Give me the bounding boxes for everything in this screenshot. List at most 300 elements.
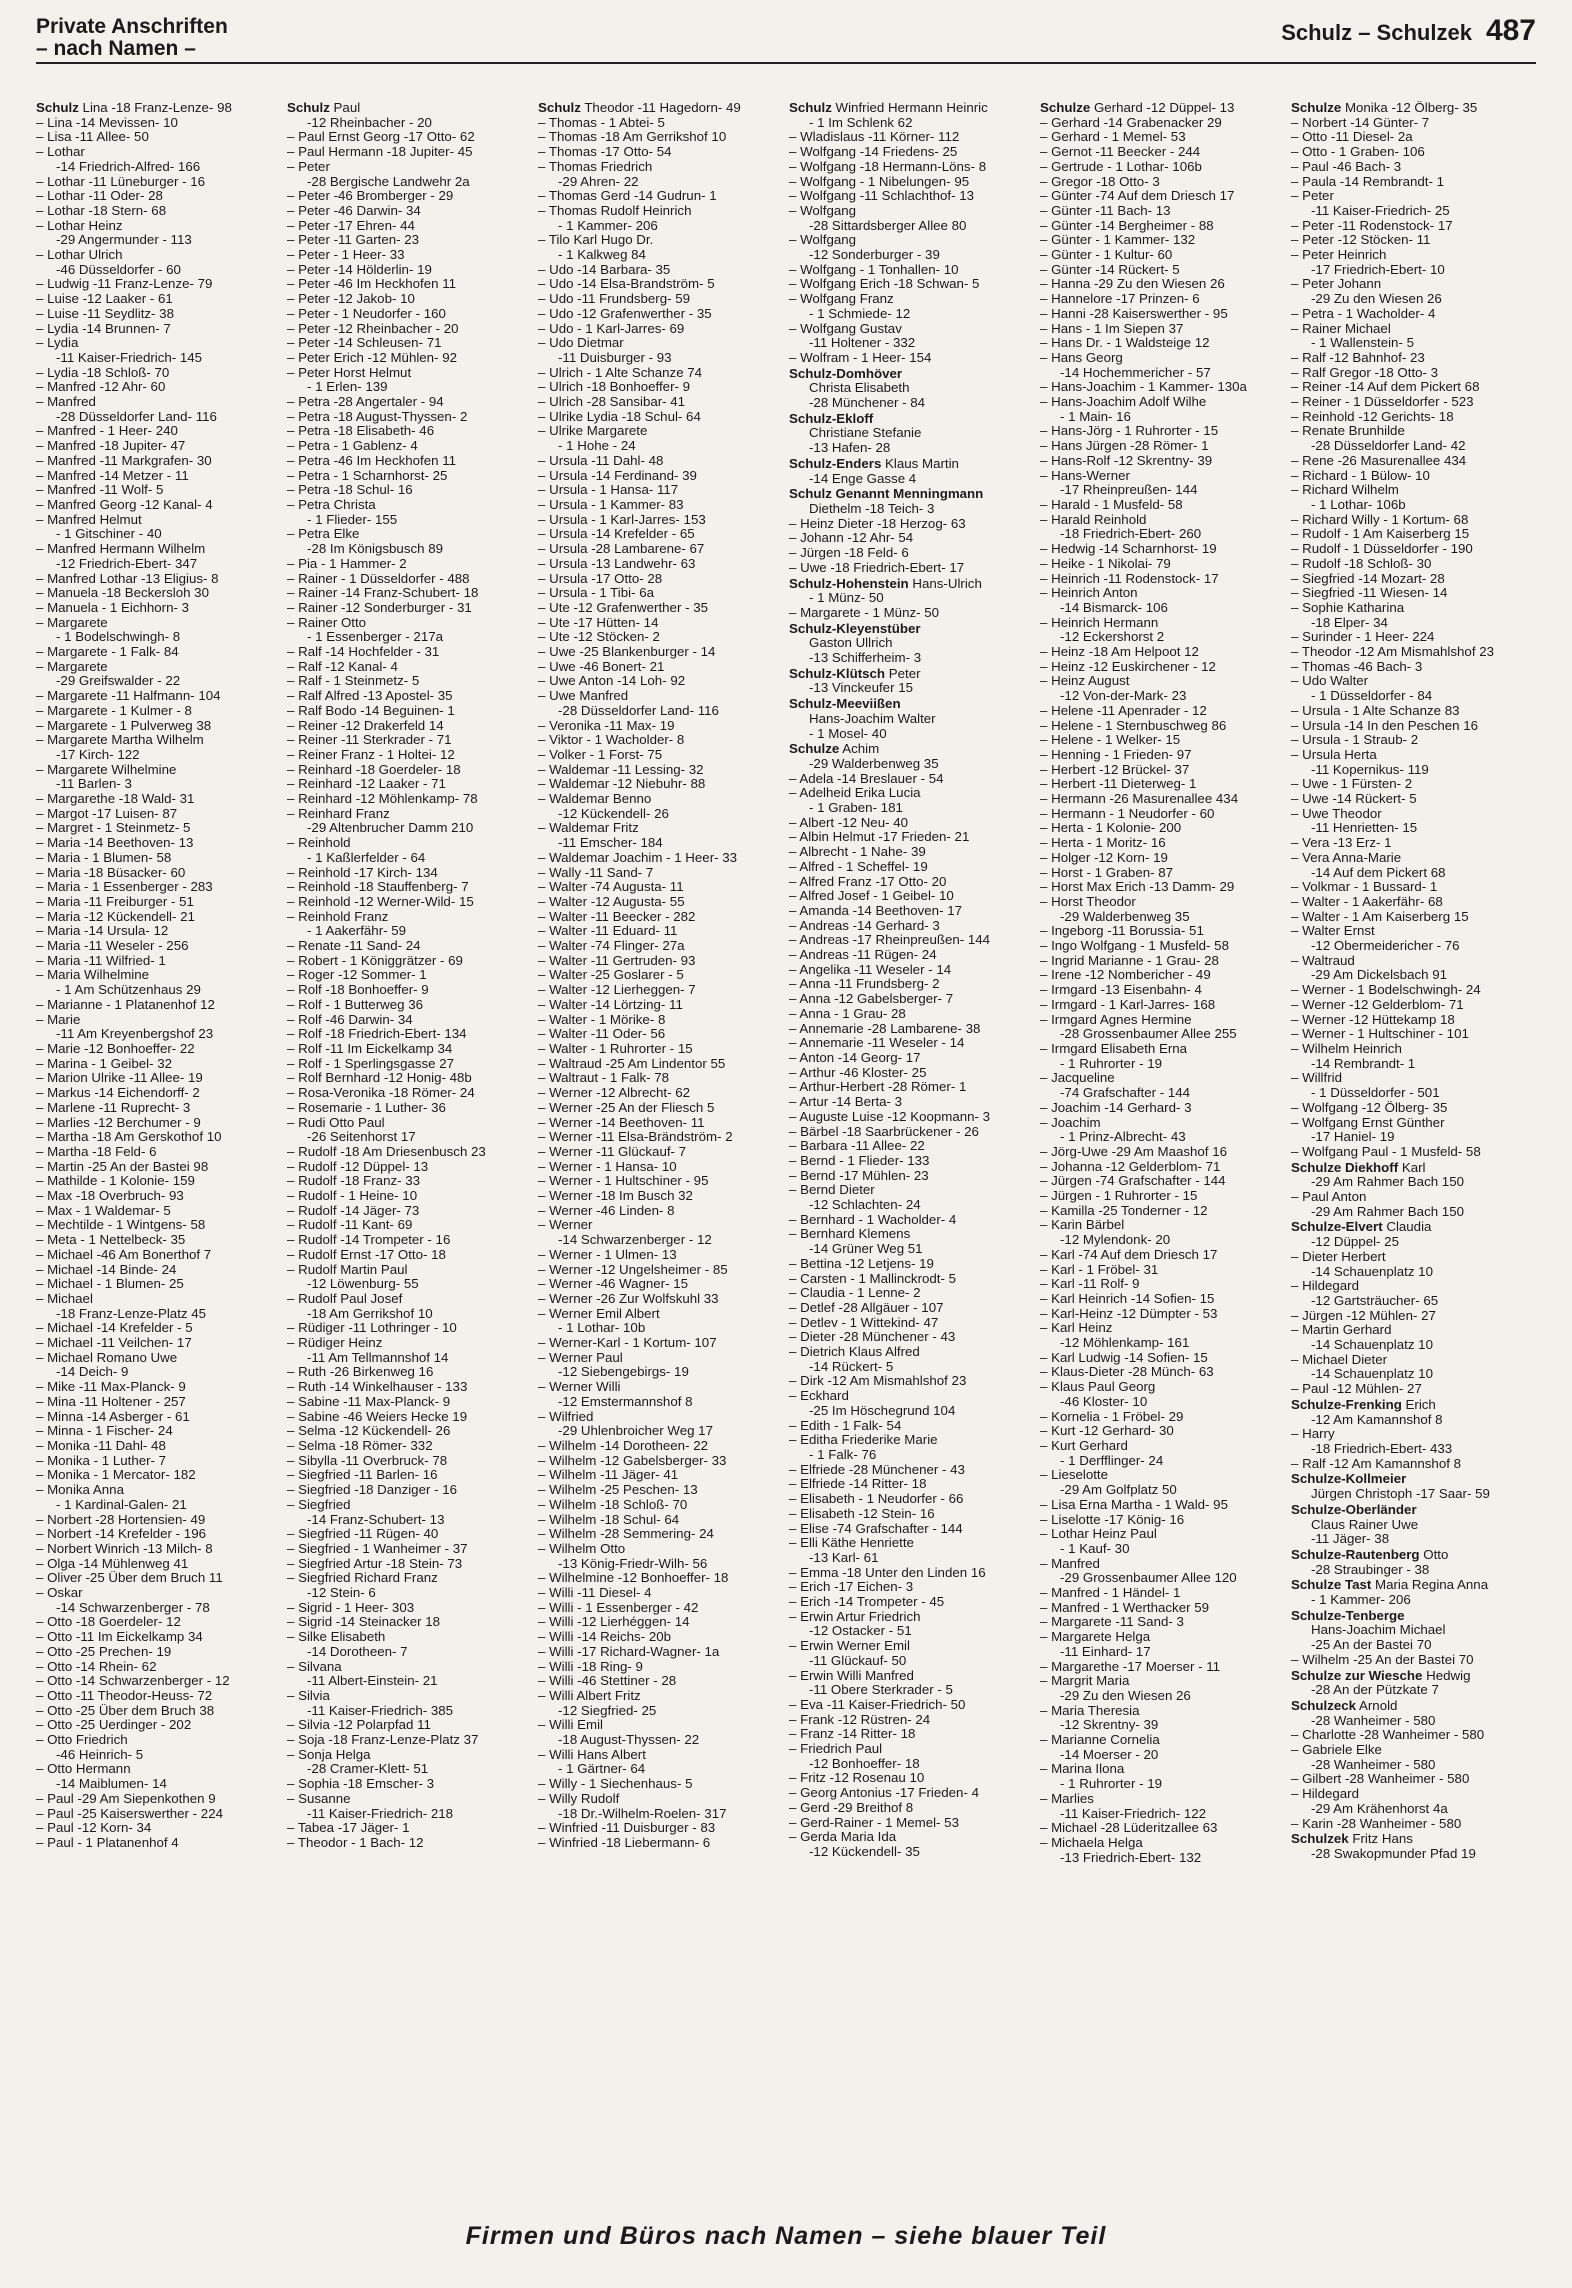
listing-entry: – Siegfried Richard Franz [287,1571,438,1586]
listing-entry: – Heinz -18 Am Helpoot 12 [1040,645,1199,660]
listing-entry: – Jacqueline [1040,1071,1115,1086]
listing-entry: – Bernd Dieter [789,1183,875,1198]
listing-entry: -28 Straubinger - 38 [1311,1562,1430,1577]
listing-entry: -26 Seitenhorst 17 [307,1130,416,1145]
listing-entry: – Lisa -11 Allee- 50 [36,130,149,145]
listing-entry: – Veronika -11 Max- 19 [538,718,675,733]
surname-entry: Schulz-Enders Klaus Martin [789,456,959,471]
listing-entry: – Selma -12 Kückendell- 26 [287,1424,451,1439]
listing-entry: -12 Gartsträucher- 65 [1311,1293,1439,1308]
listing-entry: – Ulrike Margarete [538,424,648,439]
listing-entry: – Waltraut - 1 Falk- 78 [538,1071,670,1086]
listing-entry: – Ralf -12 Bahnhof- 23 [1291,350,1425,365]
listing-entry: – Udo -11 Frundsberg- 59 [538,292,691,307]
listing-entry: -28 Im Königsbusch 89 [307,542,444,557]
listing-entry: – Klaus-Dieter -28 Münch- 63 [1040,1365,1214,1380]
listing-entry: – Detlef -28 Allgäuer - 107 [789,1300,944,1315]
surname-entry: Schulzeck Arnold [1291,1698,1398,1713]
listing-entry: – Walter Ernst [1291,924,1375,939]
listing-entry: – Anna -11 Frundsberg- 2 [789,977,940,992]
listing-entry: – Werner -46 Linden- 8 [538,1203,675,1218]
listing-entry: – Michael -28 Lüderitzallee 63 [1040,1821,1218,1836]
surname: Schulze [1291,101,1342,115]
surname: Schulze-Oberländer [1291,1502,1417,1517]
listing-entry: – Peter -11 Rodenstock- 17 [1291,218,1453,233]
listing-entry: – Herta - 1 Moritz- 16 [1040,836,1166,851]
listing-entry: – Werner - 1 Hultschiner - 101 [1291,1027,1469,1042]
listing-entry: – Heinz Dieter -18 Herzog- 63 [789,516,966,531]
listing-entry: – Hedwig -14 Scharnhorst- 19 [1040,542,1217,557]
listing-entry: -14 Franz-Schubert- 13 [307,1512,445,1527]
listing-entry: – Uwe -25 Blankenburger - 14 [538,645,716,660]
listing-entry: -12 Siebengebirgs- 19 [558,1365,689,1380]
listing-entry: – Paul Ernst Georg -17 Otto- 62 [287,130,475,145]
listing-entry: – Hanna -29 Zu den Wiesen 26 [1040,277,1225,292]
listing-entry: – Peter -12 Rheinbacher - 20 [287,321,459,336]
listing-entry: -13 Hafen- 28 [809,441,891,456]
listing-entry: – Lothar -11 Lüneburger - 16 [36,174,206,189]
listing-entry: Diethelm -18 Teich- 3 [809,501,935,516]
listing-entry: -12 Emstermannshof 8 [558,1394,693,1409]
listing-entry: -18 Am Gerrikshof 10 [307,1306,433,1321]
listing-entry: – Marie [36,1012,81,1027]
listing-entry: – Manfred - 1 Werthacker 59 [1040,1600,1209,1615]
surname-entry: Schulze-Frenking Erich [1291,1397,1436,1412]
surname-entry: Schulze Gerhard -12 Düppel- 13 [1040,101,1235,115]
listing-entry: – Ulrich -28 Sansibar- 41 [538,395,686,410]
surname-entry: Schulz Winfried Hermann Heinric [789,101,988,115]
listing-entry: – Margarete [36,659,108,674]
surname-entry: Schulze Monika -12 Ölberg- 35 [1291,101,1478,115]
listing-entry: – Kamilla -25 Tonderner - 12 [1040,1203,1208,1218]
listing-entry: -74 Grafschafter - 144 [1060,1086,1191,1101]
listing-entry: – Gernot -11 Beecker - 244 [1040,145,1201,160]
listing-entry: – Helene -11 Apenrader - 12 [1040,703,1207,718]
listing-entry: – Elisabeth - 1 Neudorfer - 66 [789,1492,964,1507]
listing-entry: – Theodor -12 Am Mismahlshof 23 [1291,645,1495,660]
listing-entry: – Sophie Katharina [1291,600,1405,615]
listing-entry: – Wladislaus -11 Körner- 112 [789,130,960,145]
listing-entry: – Elfriede -14 Ritter- 18 [789,1477,927,1492]
listing-entry: -11 Glückauf- 50 [809,1653,907,1668]
listing-entry: – Günter - 1 Kammer- 132 [1040,233,1196,248]
listing-entry: – Maria -11 Freiburger - 51 [36,894,194,909]
listing-entry: – Wilhelm -18 Schloß- 70 [538,1497,688,1512]
listing-entry: – Manfred Lothar -13 Eligius- 8 [36,571,219,586]
listing-entry: -11 Kaiser-Friedrich- 218 [307,1806,454,1821]
listing-entry: Hans-Joachim Michael [1311,1623,1446,1638]
listing-entry: – Ulrike Lydia -18 Schul- 64 [538,409,701,424]
listing-entry: -28 Wanheimer - 580 [1311,1713,1436,1728]
listing-entry: – Rudolf -14 Trompeter - 16 [287,1233,451,1248]
listing-entry: -29 Altenbrucher Damm 210 [307,821,474,836]
listing-entry: -11 Emscher- 184 [558,836,663,851]
listing-entry: – Ingo Wolfgang - 1 Musfeld- 58 [1040,939,1229,954]
listing-entry: – Johanna -12 Gelderblom- 71 [1040,1159,1221,1174]
surname: Schulz [789,101,832,115]
listing-entry: – Siegfried Artur -18 Stein- 73 [287,1556,463,1571]
listing-entry: – Sigrid - 1 Heer- 303 [287,1600,415,1615]
listing-entry: -14 Rembrandt- 1 [1311,1056,1416,1071]
listing-entry: – Otto -11 Im Eickelkamp 34 [36,1630,203,1645]
listing-entry: -12 Kückendell- 26 [558,806,669,821]
listing-entry: – Marlies -12 Berchumer - 9 [36,1115,201,1130]
listing-entry: – Michael -46 Am Bonerthof 7 [36,1247,212,1262]
listing-entry: – Paul -46 Bach- 3 [1291,159,1402,174]
surname: Schulz-Hohenstein [789,576,909,591]
listing-entry: – Peter Heinrich [1291,248,1387,263]
listing-entry: -29 Am Rahmer Bach 150 [1311,1175,1464,1190]
listing-entry: -29 Am Golfplatz 50 [1060,1483,1177,1498]
listing-entry: – Maria - 1 Blumen- 58 [36,850,172,865]
listing-entry: -13 König-Friedr-Wilh- 56 [558,1556,708,1571]
listing-entry: – Marie -12 Bonhoeffer- 22 [36,1042,195,1056]
listing-entry: – Werner -11 Elsa-Brändström- 2 [538,1130,733,1145]
listing-entry: – Franz -14 Ritter- 18 [789,1727,916,1742]
listing-entry: – Wilhelm Otto [538,1541,626,1556]
listing-entry: -17 Kirch- 122 [56,747,140,762]
listing-entry: - 1 Prinz-Albrecht- 43 [1060,1130,1186,1145]
listing-entry: – Elisabeth -12 Stein- 16 [789,1506,935,1521]
listing-entry: – Udo -14 Barbara- 35 [538,262,671,277]
listing-entry: – Günter - 1 Kultur- 60 [1040,248,1173,263]
listing-entry: – Werner Paul [538,1350,623,1365]
listing-entry: – Reinhold Franz [287,909,389,924]
listing-entry: – Walter - 1 Mörike- 8 [538,1012,666,1027]
listing-entry: – Luise -12 Laaker - 61 [36,292,173,307]
listing-entry: – Mina -11 Holtener - 257 [36,1394,186,1409]
listing-entry: – Uwe - 1 Fürsten- 2 [1291,777,1413,792]
surname: Schulz [36,101,79,115]
listing-entry: – Margarete Martha Wilhelm [36,733,204,748]
listing-entry: – Helene - 1 Sternbuschweg 86 [1040,718,1227,733]
listing-entry: – Hildegard [1291,1279,1360,1294]
listing-entry: – Theodor - 1 Bach- 12 [287,1835,424,1850]
listing-entry: – Karl - 1 Fröbel- 31 [1040,1262,1159,1277]
listing-entry: – Petra Elke [287,527,360,542]
listing-entry: – Olga -14 Mühlenweg 41 [36,1556,189,1571]
listing-entry: – Marianne - 1 Platanenhof 12 [36,997,215,1012]
listing-entry: – Walter -11 Eduard- 11 [538,924,678,939]
listing-entry: – Karl -11 Rolf- 9 [1040,1277,1140,1292]
listing-entry: – Frank -12 Rüstren- 24 [789,1712,931,1727]
listing-entry: – Peter -12 Jakob- 10 [287,292,415,307]
listing-entry: – Margarete -11 Sand- 3 [1040,1615,1184,1630]
listing-entry: -28 Swakopmunder Pfad 19 [1311,1846,1476,1861]
listing-entry: -17 Friedrich-Ebert- 10 [1311,262,1445,277]
surname: Schulze-Kollmeier [1291,1472,1407,1487]
listing-entry: -28 An der Pützkate 7 [1311,1683,1439,1698]
listing-entry: -14 Friedrich-Alfred- 166 [56,159,201,174]
listing-entry: - 1 Düsseldorfer - 501 [1311,1086,1440,1101]
surname: Schulzeck [1291,1698,1357,1713]
listing-entry: – Werner -18 Im Busch 32 [538,1189,693,1204]
listing-entry: -17 Haniel- 19 [1311,1130,1395,1145]
listing-entry: – Maria -12 Kückendell- 21 [36,909,195,924]
listing-entry: – Wolfram - 1 Heer- 154 [789,350,932,365]
listing-entry: – Reinhold -12 Gerichts- 18 [1291,409,1454,424]
listing-entry: – Jürgen - 1 Ruhrorter - 15 [1040,1189,1198,1204]
listing-entry: – Lisa Erna Martha - 1 Wald- 95 [1040,1497,1228,1512]
listing-entry: – Norbert -14 Krefelder - 196 [36,1527,206,1542]
listing-entry: -29 Walderbenweg 35 [809,756,939,771]
listing-entry: – Peter [287,159,330,174]
listing-entry: – Bernd -17 Mühlen- 23 [789,1168,929,1183]
listing-entry: - 1 Ruhrorter - 19 [1060,1056,1162,1071]
listing-entry: – Robert - 1 Königgrätzer - 69 [287,953,463,968]
name-range: Schulz – Schulzek [1281,20,1472,45]
listing-entry: – Manfred -12 Ahr- 60 [36,380,166,395]
listing-entry: -14 Schauenplatz 10 [1311,1338,1433,1353]
surname-entry: Schulz-Hohenstein Hans-Ulrich [789,576,982,591]
listing-entry: – Richard Willy - 1 Kortum- 68 [1291,512,1469,527]
listing-entry: -14 Schauenplatz 10 [1311,1367,1433,1382]
surname-entry [789,367,1034,382]
listing-entry: – Rolf - 1 Butterweg 36 [287,997,423,1012]
listing-entry: -12 Friedrich-Ebert- 347 [56,556,198,571]
listing-entry: – Reinhard -12 Laaker - 71 [287,777,446,792]
listing-entry: – Bettina -12 Letjens- 19 [789,1256,934,1271]
listing-entry: – Werner -12 Ungelsheimer - 85 [538,1262,728,1277]
listing-entry: – Werner -14 Beethoven- 11 [538,1115,705,1130]
listing-entry: – Monika - 1 Luther- 7 [36,1453,167,1468]
listing-entry: -46 Kloster- 10 [1060,1394,1148,1409]
listing-entry: – Oskar [36,1586,83,1601]
listing-entry: -11 Kaiser-Friedrich- 122 [1060,1806,1207,1821]
listing-entry: – Lieselotte [1040,1468,1109,1483]
listing-entry: – Hans Jürgen -28 Römer- 1 [1040,439,1209,454]
listing-entry: – Mechtilde - 1 Wintgens- 58 [36,1218,206,1233]
listing-entry: -14 Dorotheen- 7 [307,1644,408,1659]
listing-entry: – Reinhold -17 Kirch- 134 [287,865,438,880]
listing-entry: -29 Walderbenweg 35 [1060,909,1190,924]
listing-entry: – Werner -46 Wagner- 15 [538,1277,689,1292]
listing-entry: -18 Friedrich-Ebert- 260 [1060,527,1202,542]
listing-entry: – Willi -17 Richard-Wagner- 1a [538,1644,720,1659]
listing-entry: -12 Rheinbacher - 20 [307,115,432,130]
listing-entry: – Walter -11 Oder- 56 [538,1027,666,1042]
listing-entry: Gaston Ullrich [809,636,893,651]
listing-entry: -14 Deich- 9 [56,1365,129,1380]
listing-entry: -11 Duisburger - 93 [558,350,672,365]
listing-entry: – Werner Willi [538,1380,621,1395]
listing-entry: - 1 Münz- 50 [809,591,884,606]
listing-entry: -28 Grossenbaumer Allee 255 [1060,1027,1237,1042]
listing-entry: – Michael Dieter [1291,1352,1388,1367]
listing-entry: – Norbert -28 Hortensien- 49 [36,1512,206,1527]
listing-entry: -12 Mylendonk- 20 [1060,1233,1171,1248]
listing-entry: – Monika -11 Dahl- 48 [36,1438,166,1453]
listing-entry: – Hermann - 1 Neudorfer - 60 [1040,806,1215,821]
listing-entry: – Willi Hans Albert [538,1747,646,1762]
listing-entry: - 1 Kalkweg 84 [558,248,646,263]
listing-entry: – Paul -25 Kaiserswerther - 224 [36,1806,223,1821]
listing-entry: – Wilhelm -25 An der Bastei 70 [1291,1652,1474,1667]
listing-entry: -12 Düppel- 25 [1311,1235,1399,1250]
listing-entry: – Ute -12 Grafenwerther - 35 [538,600,708,615]
listing-entry: – Otto Friedrich [36,1733,128,1748]
listing-entry: – Kornelia - 1 Fröbel- 29 [1040,1409,1184,1424]
listing-entry: – Margarethe -18 Wald- 31 [36,792,195,807]
listing-entry: – Claudia - 1 Lenne- 2 [789,1286,921,1301]
listing-entry: – Liselotte -17 König- 16 [1040,1512,1185,1527]
listing-entry: – Wilhelm -12 Gabelsberger- 33 [538,1453,727,1468]
surname: Schulze-Frenking [1291,1397,1402,1412]
listing-entry: – Heinrich Hermann [1040,615,1159,630]
section-label-line2: – nach Namen – [36,37,196,60]
listing-entry: – Harald - 1 Musfeld- 58 [1040,497,1183,512]
running-title [1281,14,1536,48]
surname: Schulz-Enders [789,456,882,471]
listing-entry: – Lydia -14 Brunnen- 7 [36,321,171,336]
listing-entry: – Kurt Gerhard [1040,1438,1128,1453]
listing-entry: – Alfred Josef - 1 Geibel- 10 [789,889,954,904]
listing-entry: – Manuela - 1 Eichhorn- 3 [36,600,189,615]
listing-entry: – Rüdiger Heinz [287,1336,383,1351]
listing-entry: – Reiner - 1 Düsseldorfer - 523 [1291,395,1474,410]
listing-entry: – Manfred -14 Metzer - 11 [36,468,189,483]
listing-entry: – Bernhard - 1 Wacholder- 4 [789,1212,957,1227]
listing-entry: – Hanni -28 Kaiserswerther - 95 [1040,306,1228,321]
listing-entry: – Wilhelm -28 Semmering- 24 [538,1527,714,1542]
section-label [36,16,228,60]
listing-entry: – Elfriede -28 Münchener - 43 [789,1462,965,1477]
listing-entry: – Reinhold -18 Stauffenberg- 7 [287,880,469,895]
listing-entry: – Waldemar -11 Lessing- 32 [538,762,704,777]
listing-entry: – Rainer Michael [1291,321,1391,336]
surname-entry: Schulze Diekhoff Karl [1291,1160,1426,1175]
listing-entry: -12 Sonderburger - 39 [809,248,940,263]
listing-entry: – Anna -12 Gabelsberger- 7 [789,992,954,1007]
listing-entry: – Lothar Heinz Paul [1040,1527,1157,1542]
listing-entry: – Gerhard -14 Grabenacker 29 [1040,115,1222,130]
listing-entry: – Petra -28 Angertaler - 94 [287,395,444,410]
listing-entry: – Paula -14 Rembrandt- 1 [1291,174,1444,189]
listing-entry: -14 Grüner Weg 51 [809,1242,923,1257]
listing-entry: – Reinhard Franz [287,806,390,821]
listing-entry: -28 Cramer-Klett- 51 [307,1762,429,1777]
listing-entry: – Rudolf Paul Josef [287,1291,403,1306]
listing-entry: – Charlotte -28 Wanheimer - 580 [1291,1728,1485,1743]
listing-entry: -46 Heinrich- 5 [56,1747,144,1762]
listing-entry: -18 August-Thyssen- 22 [558,1733,700,1748]
listing-entry: -14 Moerser - 20 [1060,1747,1159,1762]
listing-entry: – Hans-Jörg - 1 Ruhrorter - 15 [1040,424,1219,439]
listing-entry: – Otto -18 Goerdeler- 12 [36,1615,181,1630]
listing-entry: – Ralf -14 Hochfelder - 31 [287,645,440,660]
listing-entry: – Richard - 1 Bülow- 10 [1291,468,1430,483]
listing-entry: – Udo -14 Elsa-Brandström- 5 [538,277,715,292]
listing-entry: – Hannelore -17 Prinzen- 6 [1040,292,1200,307]
listing-entry: – Walter -11 Gertruden- 93 [538,953,696,968]
listing-entry: – Max - 1 Waldemar- 5 [36,1203,171,1218]
surname-entry [789,622,1034,637]
listing-entry: – Wilhelm -14 Dorotheen- 22 [538,1438,708,1453]
listing-entry: – Minna - 1 Fischer- 24 [36,1424,173,1439]
listing-entry: – Marlene -11 Ruprecht- 3 [36,1100,191,1115]
listing-entry: – Wolfgang - 1 Tonhallen- 10 [789,262,959,277]
listing-entry: – Willi -18 Ring- 9 [538,1659,643,1674]
listing-entry: – Walter - 1 Am Kaiserberg 15 [1291,909,1469,924]
listing-entry: – Willi Emil [538,1718,604,1733]
listing-entry: – Walter -14 Lörtzing- 11 [538,997,683,1012]
listing-entry: -11 Kopernikus- 119 [1311,762,1429,777]
listing-entry: – Martin Gerhard [1291,1323,1392,1338]
listing-entry: – Sophia -18 Emscher- 3 [287,1777,435,1792]
listing-entry: – Wilhelm -11 Jäger- 41 [538,1468,679,1483]
listing-entry: – Marina Ilona [1040,1762,1125,1777]
listing-entry: – Ingeborg -11 Borussia- 51 [1040,924,1204,939]
listing-entry: – Thomas Gerd -14 Gudrun- 1 [538,189,717,204]
listing-entry: – Surinder - 1 Heer- 224 [1291,630,1435,645]
listing-entry: – Uwe -18 Friedrich-Ebert- 17 [789,560,965,575]
listing-entry: -12 Stein- 6 [307,1586,376,1601]
listing-entry: – Peter - 1 Heer- 33 [287,248,405,263]
listing-entry: – Petra - 1 Wacholder- 4 [1291,306,1436,321]
listing-entry: – Karl Heinz [1040,1321,1113,1336]
listing-entry: – Heike - 1 Nikolai- 79 [1040,556,1171,571]
listing-entry: -11 Henrietten- 15 [1311,821,1418,836]
listing-entry: – Renate -11 Sand- 24 [287,939,421,954]
listing-entry: – Werner - 1 Ulmen- 13 [538,1247,677,1262]
listing-entry: – Willy Rudolf [538,1791,620,1806]
listing-entry: – Peter -46 Im Heckhofen 11 [287,277,457,292]
surname: Schulz-Ekloff [789,411,874,426]
listing-entry: -18 Dr.-Wilhelm-Roelen- 317 [558,1806,727,1821]
listing-entry: – Ute -12 Stöcken- 2 [538,630,660,645]
listing-entry: – Detlev - 1 Wittekind- 47 [789,1315,939,1330]
listing-entry: – Karl-Heinz -12 Dümpter - 53 [1040,1306,1218,1321]
listing-entry: – Arthur -46 Kloster- 25 [789,1065,927,1080]
listing-entry: – Ingrid Marianne - 1 Grau- 28 [1040,953,1219,968]
listing-entry: -11 Holtener - 332 [809,336,916,351]
listing-entry: – Marina - 1 Geibel- 32 [36,1056,172,1071]
listing-entry: – Alfred Franz -17 Otto- 20 [789,874,947,889]
listing-entry: – Emma -18 Unter den Linden 16 [789,1565,986,1580]
listing-entry: -14 Enge Gasse 4 [809,471,917,486]
listing-entry: – Ursula -17 Otto- 28 [538,571,663,586]
listing-entry: – Joachim -14 Gerhard- 3 [1040,1100,1192,1115]
surname-entry: Schulze zur Wiesche Hedwig [1291,1668,1471,1683]
listing-entry: - 1 Flieder- 155 [307,512,398,527]
listing-entry: – Wolfgang Franz [789,292,894,307]
listing-entry: – Holger -12 Korn- 19 [1040,850,1168,865]
listing-entry: - 1 Graben- 181 [809,801,903,816]
listing-entry: – Walter -74 Flinger- 27a [538,939,685,954]
listing-entry: – Margrit Maria [1040,1674,1130,1689]
listing-entry: – Peter Erich -12 Mühlen- 92 [287,350,457,365]
listing-entry: – Sabine -11 Max-Planck- 9 [287,1394,451,1409]
listing-entry: -12 Schlachten- 24 [809,1198,921,1213]
listing-entry: – Jürgen -74 Grafschafter - 144 [1040,1174,1226,1189]
listing-entry: – Henning - 1 Frieden- 97 [1040,747,1192,762]
listing-entry: -14 Schwarzenberger - 78 [56,1600,210,1615]
surname: Schulze Tast [1291,1578,1372,1593]
listing-entry: -25 An der Bastei 70 [1311,1638,1432,1653]
listing-entry: – Wolfgang [789,203,857,218]
surname: Schulz-Kleyenstüber [789,621,921,636]
listing-entry: - 1 Schmiede- 12 [809,306,911,321]
surname-entry [1291,1503,1536,1518]
surname: Schulze Diekhoff [1291,1160,1399,1175]
listing-entry: – Marianne Cornelia [1040,1733,1160,1748]
listing-entry: – Wolfgang -11 Schlachthof- 13 [789,189,975,204]
listing-entry: – Rudolf Martin Paul [287,1262,408,1277]
listing-entry: – Waldemar Joachim - 1 Heer- 33 [538,850,738,865]
listing-entry: – Rudolf -18 Franz- 33 [287,1174,421,1189]
listing-entry: – Reiner -14 Auf dem Pickert 68 [1291,380,1480,395]
listing-entry: – Albert -12 Neu- 40 [789,815,909,830]
